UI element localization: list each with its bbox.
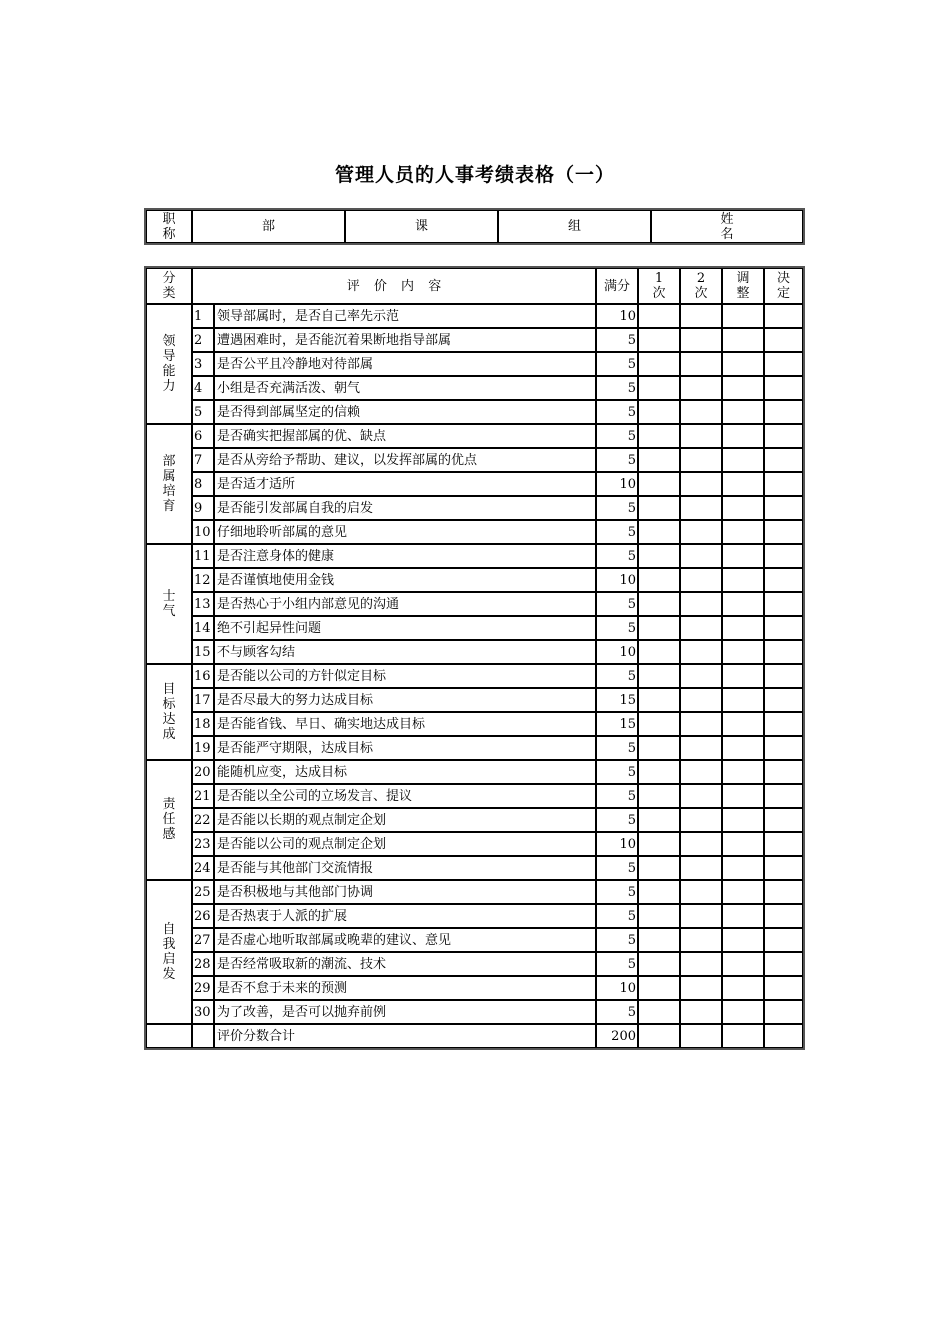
second-score-cell[interactable] <box>680 400 722 424</box>
adjust-cell[interactable] <box>722 592 764 616</box>
decision-cell[interactable] <box>764 568 803 592</box>
item-full-score: 5 <box>596 808 638 832</box>
section-field[interactable] <box>345 210 498 243</box>
second-score-cell[interactable] <box>680 904 722 928</box>
adjust-cell[interactable] <box>722 832 764 856</box>
first-score-cell[interactable] <box>638 400 680 424</box>
second-score-cell[interactable] <box>680 832 722 856</box>
adjust-cell[interactable] <box>722 544 764 568</box>
col-content-label: 评 价 内 容 <box>346 278 442 294</box>
item-text: 能随机应变，达成目标 <box>214 760 596 784</box>
item-number: 7 <box>192 448 214 472</box>
first-score-cell[interactable] <box>638 352 680 376</box>
item-number: 16 <box>192 664 214 688</box>
adjust-cell[interactable] <box>722 496 764 520</box>
table-row <box>146 496 803 520</box>
decision-cell[interactable] <box>764 472 803 496</box>
item-text: 是否确实把握部属的优、缺点 <box>214 424 596 448</box>
second-score-cell[interactable] <box>680 328 722 352</box>
item-full-score: 15 <box>596 712 638 736</box>
first-score-cell[interactable] <box>638 376 680 400</box>
decision-cell[interactable] <box>764 376 803 400</box>
item-number: 25 <box>192 880 214 904</box>
second-score-cell[interactable] <box>680 472 722 496</box>
evaluation-table <box>144 266 805 1050</box>
item-full-score: 5 <box>596 760 638 784</box>
first-score-cell[interactable] <box>638 736 680 760</box>
col-category-label: 分类 <box>162 271 176 301</box>
adjust-cell[interactable] <box>722 376 764 400</box>
col-first-label: 1次 <box>652 271 666 301</box>
item-text: 是否适才适所 <box>214 472 596 496</box>
first-score-cell[interactable] <box>638 568 680 592</box>
item-number: 8 <box>192 472 214 496</box>
decision-cell[interactable] <box>764 352 803 376</box>
item-number: 22 <box>192 808 214 832</box>
second-score-cell[interactable] <box>680 376 722 400</box>
item-full-score: 10 <box>596 304 638 328</box>
decision-cell[interactable] <box>764 328 803 352</box>
item-text: 是否公平且冷静地对待部属 <box>214 352 596 376</box>
item-number: 18 <box>192 712 214 736</box>
adjust-cell[interactable] <box>722 472 764 496</box>
adjust-cell[interactable] <box>722 304 764 328</box>
department-field[interactable] <box>192 210 345 243</box>
item-number: 4 <box>192 376 214 400</box>
first-score-cell[interactable] <box>638 976 680 1000</box>
first-score-cell[interactable] <box>638 592 680 616</box>
item-full-score: 5 <box>596 904 638 928</box>
decision-cell[interactable] <box>764 976 803 1000</box>
item-number: 10 <box>192 520 214 544</box>
second-score-cell[interactable] <box>680 784 722 808</box>
table-row <box>146 688 803 712</box>
table-row <box>146 544 803 568</box>
table-row <box>146 856 803 880</box>
item-text: 是否从旁给予帮助、建议，以发挥部属的优点 <box>214 448 596 472</box>
col-adjust <box>722 268 764 304</box>
second-score-cell[interactable] <box>680 688 722 712</box>
second-score-cell[interactable] <box>680 976 722 1000</box>
total-first-cell[interactable] <box>638 1024 680 1048</box>
first-score-cell[interactable] <box>638 304 680 328</box>
second-score-cell[interactable] <box>680 760 722 784</box>
table-row <box>146 592 803 616</box>
category-cell <box>146 304 192 424</box>
item-full-score: 5 <box>596 784 638 808</box>
item-text: 仔细地聆听部属的意见 <box>214 520 596 544</box>
item-full-score: 10 <box>596 832 638 856</box>
item-full-score: 5 <box>596 544 638 568</box>
decision-cell[interactable] <box>764 520 803 544</box>
table-row <box>146 904 803 928</box>
item-number: 1 <box>192 304 214 328</box>
adjust-cell[interactable] <box>722 448 764 472</box>
category-cell <box>146 760 192 880</box>
item-full-score: 5 <box>596 352 638 376</box>
total-row <box>146 1024 803 1048</box>
decision-cell[interactable] <box>764 424 803 448</box>
item-text: 是否注意身体的健康 <box>214 544 596 568</box>
table-row <box>146 784 803 808</box>
decision-cell[interactable] <box>764 496 803 520</box>
item-text: 是否虚心地听取部属或晚辈的建议、意见 <box>214 928 596 952</box>
col-category <box>146 268 192 304</box>
adjust-cell[interactable] <box>722 784 764 808</box>
item-text: 是否能与其他部门交流情报 <box>214 856 596 880</box>
second-score-cell[interactable] <box>680 568 722 592</box>
category-label: 责任感 <box>162 797 176 842</box>
first-score-cell[interactable] <box>638 496 680 520</box>
table-row <box>146 1000 803 1024</box>
second-score-cell[interactable] <box>680 1000 722 1024</box>
second-score-cell[interactable] <box>680 496 722 520</box>
total-score: 200 <box>596 1024 638 1048</box>
first-score-cell[interactable] <box>638 664 680 688</box>
department-label: 部 <box>261 219 275 234</box>
table-row <box>146 664 803 688</box>
second-score-cell[interactable] <box>680 952 722 976</box>
item-text: 是否能引发部属自我的启发 <box>214 496 596 520</box>
first-score-cell[interactable] <box>638 424 680 448</box>
adjust-cell[interactable] <box>722 688 764 712</box>
first-score-cell[interactable] <box>638 472 680 496</box>
item-number: 6 <box>192 424 214 448</box>
decision-cell[interactable] <box>764 832 803 856</box>
item-full-score: 5 <box>596 664 638 688</box>
col-second-label: 2次 <box>694 271 708 301</box>
col-second <box>680 268 722 304</box>
col-decision <box>764 268 803 304</box>
item-full-score: 5 <box>596 952 638 976</box>
item-text: 是否不怠于未来的预测 <box>214 976 596 1000</box>
item-number: 5 <box>192 400 214 424</box>
item-number: 15 <box>192 640 214 664</box>
first-score-cell[interactable] <box>638 880 680 904</box>
item-number: 11 <box>192 544 214 568</box>
item-text: 是否经常吸取新的潮流、技术 <box>214 952 596 976</box>
table-row <box>146 520 803 544</box>
table-row <box>146 976 803 1000</box>
item-text: 遭遇困难时，是否能沉着果断地指导部属 <box>214 328 596 352</box>
item-full-score: 15 <box>596 688 638 712</box>
second-score-cell[interactable] <box>680 352 722 376</box>
item-text: 是否积极地与其他部门协调 <box>214 880 596 904</box>
item-number: 9 <box>192 496 214 520</box>
second-score-cell[interactable] <box>680 856 722 880</box>
decision-cell[interactable] <box>764 736 803 760</box>
first-score-cell[interactable] <box>638 616 680 640</box>
first-score-cell[interactable] <box>638 856 680 880</box>
item-text: 是否能以全公司的立场发言、提议 <box>214 784 596 808</box>
item-full-score: 5 <box>596 856 638 880</box>
table-row <box>146 376 803 400</box>
item-number: 20 <box>192 760 214 784</box>
item-text: 是否能严守期限，达成目标 <box>214 736 596 760</box>
second-score-cell[interactable] <box>680 808 722 832</box>
first-score-cell[interactable] <box>638 928 680 952</box>
table-row <box>146 880 803 904</box>
item-full-score: 5 <box>596 376 638 400</box>
second-score-cell[interactable] <box>680 880 722 904</box>
page-title: 管理人员的人事考绩表格（一） <box>334 164 615 186</box>
first-score-cell[interactable] <box>638 760 680 784</box>
second-score-cell[interactable] <box>680 544 722 568</box>
decision-cell[interactable] <box>764 952 803 976</box>
table-header-row <box>146 268 803 304</box>
decision-cell[interactable] <box>764 688 803 712</box>
category-cell <box>146 664 192 760</box>
adjust-cell[interactable] <box>722 856 764 880</box>
adjust-cell[interactable] <box>722 424 764 448</box>
decision-cell[interactable] <box>764 856 803 880</box>
first-score-cell[interactable] <box>638 1000 680 1024</box>
first-score-cell[interactable] <box>638 520 680 544</box>
adjust-cell[interactable] <box>722 976 764 1000</box>
item-text: 绝不引起异性问题 <box>214 616 596 640</box>
table-row <box>146 712 803 736</box>
item-full-score: 5 <box>596 736 638 760</box>
first-score-cell[interactable] <box>638 328 680 352</box>
decision-cell[interactable] <box>764 544 803 568</box>
item-full-score: 5 <box>596 328 638 352</box>
col-full-score-label: 满分 <box>603 278 630 294</box>
table-row <box>146 448 803 472</box>
item-full-score: 5 <box>596 1000 638 1024</box>
table-row <box>146 424 803 448</box>
table-row <box>146 328 803 352</box>
adjust-cell[interactable] <box>722 760 764 784</box>
item-full-score: 10 <box>596 472 638 496</box>
category-label: 士气 <box>162 588 176 619</box>
item-text: 是否热心于小组内部意见的沟通 <box>214 592 596 616</box>
header-info-table <box>144 208 805 245</box>
item-number: 24 <box>192 856 214 880</box>
second-score-cell[interactable] <box>680 448 722 472</box>
total-adjust-cell[interactable] <box>722 1024 764 1048</box>
total-decision-cell[interactable] <box>764 1024 803 1048</box>
second-score-cell[interactable] <box>680 592 722 616</box>
item-full-score: 5 <box>596 424 638 448</box>
adjust-cell[interactable] <box>722 952 764 976</box>
table-row <box>146 928 803 952</box>
decision-cell[interactable] <box>764 880 803 904</box>
table-row <box>146 736 803 760</box>
table-row <box>146 472 803 496</box>
item-full-score: 5 <box>596 448 638 472</box>
item-full-score: 5 <box>596 496 638 520</box>
item-number: 2 <box>192 328 214 352</box>
decision-cell[interactable] <box>764 664 803 688</box>
first-score-cell[interactable] <box>638 640 680 664</box>
item-text: 小组是否充满活泼、朝气 <box>214 376 596 400</box>
second-score-cell[interactable] <box>680 712 722 736</box>
decision-cell[interactable] <box>764 1000 803 1024</box>
adjust-cell[interactable] <box>722 616 764 640</box>
item-number: 13 <box>192 592 214 616</box>
second-score-cell[interactable] <box>680 928 722 952</box>
table-row <box>146 760 803 784</box>
section-label: 课 <box>414 219 428 234</box>
item-number: 19 <box>192 736 214 760</box>
first-score-cell[interactable] <box>638 952 680 976</box>
decision-cell[interactable] <box>764 304 803 328</box>
decision-cell[interactable] <box>764 400 803 424</box>
item-text: 是否谨慎地使用金钱 <box>214 568 596 592</box>
second-score-cell[interactable] <box>680 304 722 328</box>
decision-cell[interactable] <box>764 616 803 640</box>
item-full-score: 10 <box>596 640 638 664</box>
item-number: 30 <box>192 1000 214 1024</box>
adjust-cell[interactable] <box>722 664 764 688</box>
col-content <box>192 268 596 304</box>
adjust-cell[interactable] <box>722 1000 764 1024</box>
col-first <box>638 268 680 304</box>
adjust-cell[interactable] <box>722 880 764 904</box>
item-full-score: 10 <box>596 568 638 592</box>
title-field[interactable] <box>146 210 192 243</box>
decision-cell[interactable] <box>764 712 803 736</box>
first-score-cell[interactable] <box>638 784 680 808</box>
item-text: 是否能省钱、早日、确实地达成目标 <box>214 712 596 736</box>
adjust-cell[interactable] <box>722 520 764 544</box>
item-text: 是否能以长期的观点制定企划 <box>214 808 596 832</box>
group-field[interactable] <box>498 210 651 243</box>
item-text: 领导部属时，是否自己率先示范 <box>214 304 596 328</box>
item-full-score: 5 <box>596 592 638 616</box>
category-label: 目标达成 <box>162 681 176 742</box>
item-number: 21 <box>192 784 214 808</box>
table-row <box>146 568 803 592</box>
first-score-cell[interactable] <box>638 712 680 736</box>
item-text: 是否得到部属坚定的信赖 <box>214 400 596 424</box>
first-score-cell[interactable] <box>638 808 680 832</box>
second-score-cell[interactable] <box>680 736 722 760</box>
item-number: 17 <box>192 688 214 712</box>
item-text: 是否能以公司的方针似定目标 <box>214 664 596 688</box>
item-full-score: 5 <box>596 616 638 640</box>
table-row <box>146 400 803 424</box>
adjust-cell[interactable] <box>722 736 764 760</box>
decision-cell[interactable] <box>764 640 803 664</box>
item-number: 29 <box>192 976 214 1000</box>
item-number: 14 <box>192 616 214 640</box>
total-label: 评价分数合计 <box>214 1024 596 1048</box>
name-field[interactable] <box>651 210 803 243</box>
second-score-cell[interactable] <box>680 640 722 664</box>
decision-cell[interactable] <box>764 784 803 808</box>
second-score-cell[interactable] <box>680 520 722 544</box>
item-full-score: 5 <box>596 400 638 424</box>
adjust-cell[interactable] <box>722 640 764 664</box>
decision-cell[interactable] <box>764 928 803 952</box>
item-text: 是否尽最大的努力达成目标 <box>214 688 596 712</box>
item-full-score: 5 <box>596 520 638 544</box>
group-label: 组 <box>567 219 581 234</box>
item-text: 是否能以公司的观点制定企划 <box>214 832 596 856</box>
first-score-cell[interactable] <box>638 544 680 568</box>
first-score-cell[interactable] <box>638 448 680 472</box>
category-cell <box>146 424 192 544</box>
item-number: 23 <box>192 832 214 856</box>
item-number: 3 <box>192 352 214 376</box>
col-full-score <box>596 268 638 304</box>
item-number: 26 <box>192 904 214 928</box>
decision-cell[interactable] <box>764 448 803 472</box>
first-score-cell[interactable] <box>638 688 680 712</box>
adjust-cell[interactable] <box>722 352 764 376</box>
decision-cell[interactable] <box>764 808 803 832</box>
decision-cell[interactable] <box>764 904 803 928</box>
col-decision-label: 决定 <box>776 271 790 301</box>
total-number-cell <box>192 1024 214 1048</box>
adjust-cell[interactable] <box>722 568 764 592</box>
first-score-cell[interactable] <box>638 832 680 856</box>
category-cell <box>146 880 192 1024</box>
total-second-cell[interactable] <box>680 1024 722 1048</box>
table-row <box>146 352 803 376</box>
item-full-score: 10 <box>596 976 638 1000</box>
item-text: 不与顾客勾结 <box>214 640 596 664</box>
table-row <box>146 616 803 640</box>
adjust-cell[interactable] <box>722 808 764 832</box>
category-label: 自我启发 <box>162 921 176 982</box>
category-label: 部属培育 <box>162 453 176 514</box>
item-number: 27 <box>192 928 214 952</box>
table-row <box>146 808 803 832</box>
item-text: 是否热衷于人派的扩展 <box>214 904 596 928</box>
adjust-cell[interactable] <box>722 328 764 352</box>
table-row <box>146 952 803 976</box>
adjust-cell[interactable] <box>722 904 764 928</box>
title-label: 职称 <box>162 211 176 242</box>
item-number: 12 <box>192 568 214 592</box>
decision-cell[interactable] <box>764 760 803 784</box>
second-score-cell[interactable] <box>680 424 722 448</box>
decision-cell[interactable] <box>764 592 803 616</box>
item-full-score: 5 <box>596 880 638 904</box>
second-score-cell[interactable] <box>680 664 722 688</box>
adjust-cell[interactable] <box>722 712 764 736</box>
item-text: 为了改善，是否可以抛弃前例 <box>214 1000 596 1024</box>
col-adjust-label: 调整 <box>736 271 750 301</box>
table-row <box>146 304 803 328</box>
adjust-cell[interactable] <box>722 928 764 952</box>
category-label: 领导能力 <box>162 333 176 394</box>
table-row <box>146 640 803 664</box>
first-score-cell[interactable] <box>638 904 680 928</box>
name-label: 姓名 <box>720 211 734 242</box>
table-row <box>146 832 803 856</box>
item-full-score: 5 <box>596 928 638 952</box>
item-number: 28 <box>192 952 214 976</box>
adjust-cell[interactable] <box>722 400 764 424</box>
category-cell <box>146 544 192 664</box>
total-category-cell <box>146 1024 192 1048</box>
second-score-cell[interactable] <box>680 616 722 640</box>
